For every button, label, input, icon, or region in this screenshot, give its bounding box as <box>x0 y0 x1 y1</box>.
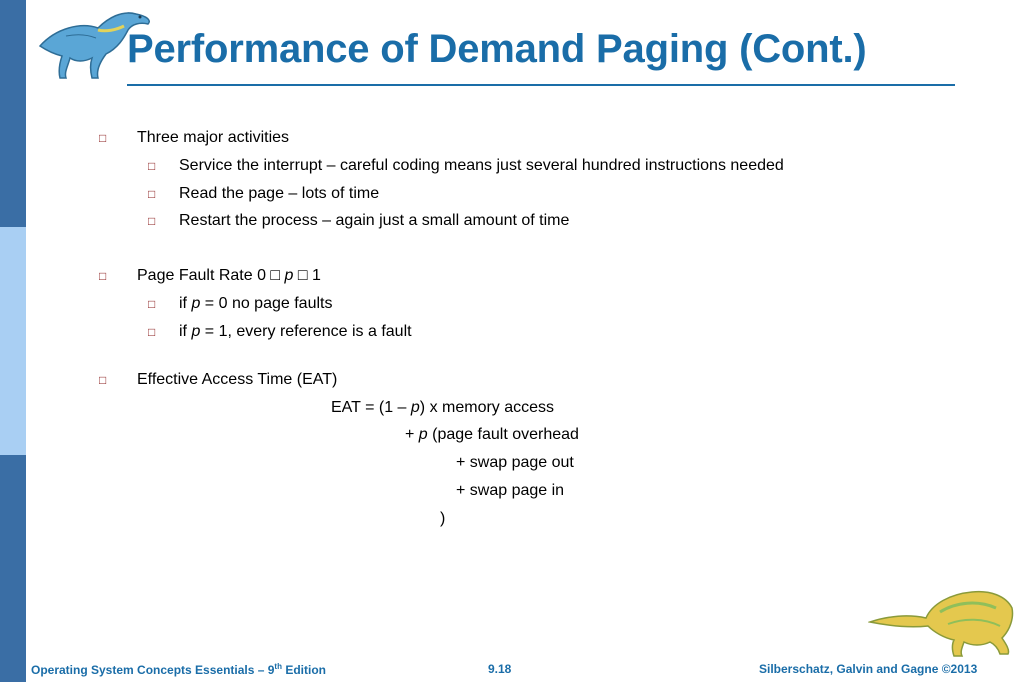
text-fragment: ) x memory access <box>419 399 555 416</box>
slide-title: Performance of Demand Paging (Cont.) <box>127 27 867 71</box>
text-fragment: Operating System Concepts Essentials – 9 <box>31 663 275 677</box>
eat-formula-line-1 <box>331 398 554 418</box>
sub-bullet-p-zero <box>179 294 332 314</box>
title-divider <box>127 84 955 86</box>
sub-bullet-icon: □ <box>148 214 156 228</box>
bullet-page-fault-rate <box>137 266 321 286</box>
symbol-glyph: □ <box>270 267 281 284</box>
text-fragment: Edition <box>281 663 326 677</box>
sub-bullet-p-one <box>179 322 412 342</box>
sub-bullet-icon: □ <box>148 297 156 311</box>
text-fragment: if <box>179 323 192 340</box>
sub-bullet-icon: □ <box>148 159 156 173</box>
variable-p: p <box>418 426 428 443</box>
variable-p: p <box>191 295 201 312</box>
text-fragment: + <box>405 426 419 443</box>
side-bar <box>0 0 26 682</box>
fault-rate-suffix: 1 <box>307 267 321 284</box>
sub-bullet-icon: □ <box>148 325 156 339</box>
text-fragment: th <box>274 662 282 671</box>
text-fragment: (page fault overhead <box>427 426 579 443</box>
bullet-icon: □ <box>99 373 107 387</box>
sub-bullet-restart-process: Restart the process – again just a small amount of time <box>179 212 570 229</box>
text-fragment: if <box>179 295 192 312</box>
text-fragment: = 1, every reference is a fault <box>200 323 412 340</box>
bullet-three-activities: Three major activities <box>137 129 290 146</box>
footer-book-title <box>31 662 326 677</box>
footer-page-number: 9.18 <box>488 662 512 676</box>
bullet-icon: □ <box>99 269 107 283</box>
eat-formula-line-5: ) <box>440 510 446 527</box>
fault-rate-prefix: Page Fault Rate 0 <box>137 267 271 284</box>
text-fragment: EAT = (1 – <box>331 399 411 416</box>
variable-p: p <box>410 399 420 416</box>
side-bar-top <box>0 0 26 227</box>
variable-p: p <box>191 323 201 340</box>
bullet-effective-access-time: Effective Access Time (EAT) <box>137 371 338 388</box>
eat-formula-line-3: + swap page out <box>456 454 574 471</box>
footer-authors: Silberschatz, Galvin and Gagne ©2013 <box>759 662 978 676</box>
text-fragment: = 0 no page faults <box>200 295 333 312</box>
side-bar-middle <box>0 227 26 455</box>
bullet-icon: □ <box>99 131 107 145</box>
sub-bullet-icon: □ <box>148 187 156 201</box>
sub-bullet-read-page: Read the page – lots of time <box>179 185 380 202</box>
eat-formula-line-4: + swap page in <box>456 482 565 499</box>
dinosaur-footer-icon <box>868 586 1016 658</box>
eat-formula-line-2 <box>405 425 579 445</box>
variable-p: p <box>284 267 294 284</box>
sub-bullet-service-interrupt: Service the interrupt – careful coding means just several hundred instructions needed <box>179 157 784 174</box>
symbol-glyph: □ <box>297 267 308 284</box>
side-bar-bottom <box>0 455 26 682</box>
